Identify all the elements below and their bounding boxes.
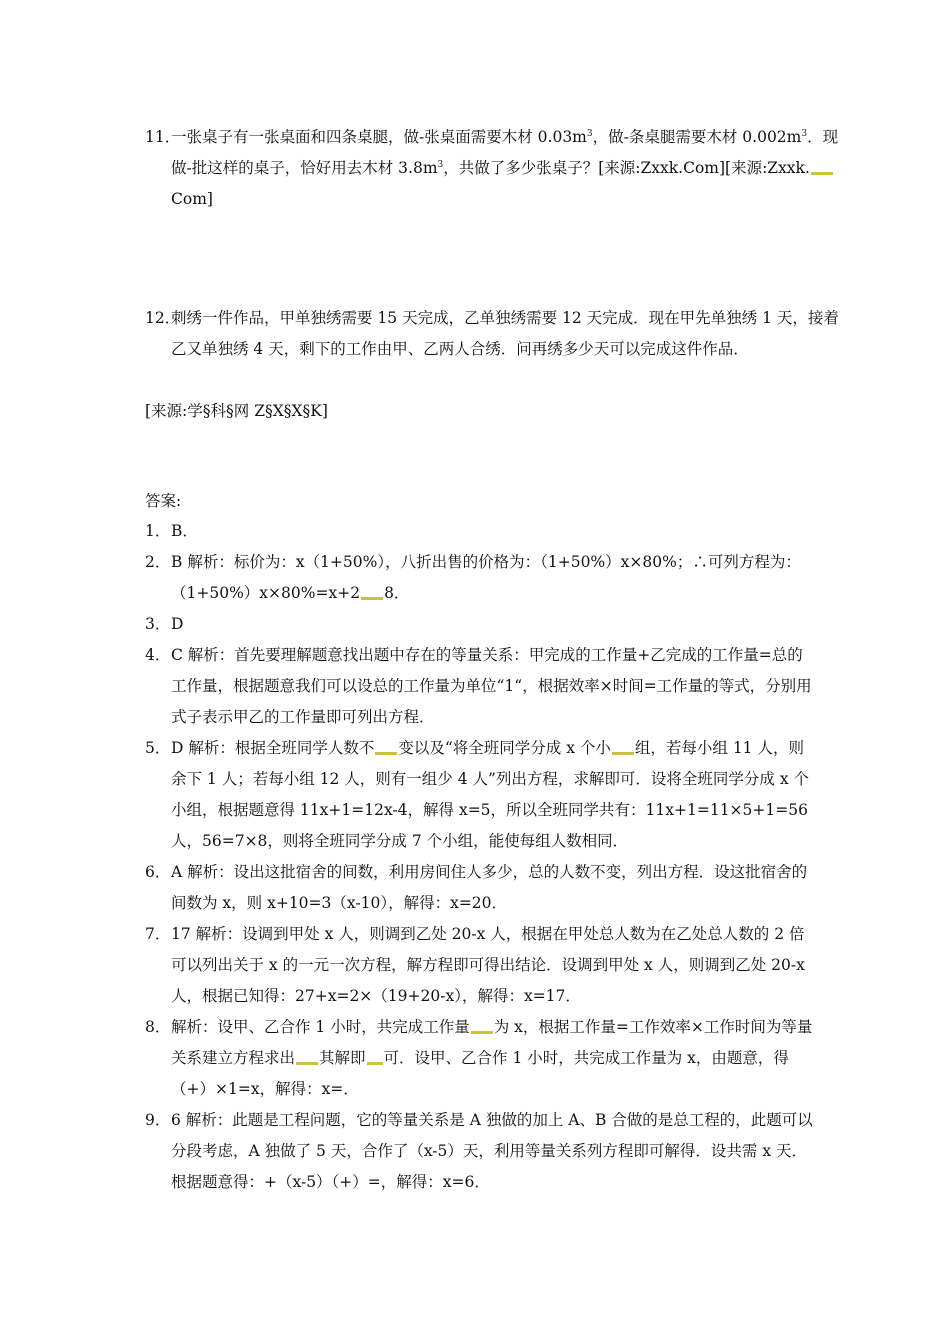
answer-text: B 解析：标价为：x（1+50%），八折出售的价格为：（1+50%）x×80%；∴可列方程为：（1+50%）x×80%=x+2 [171, 553, 801, 602]
answer-text: 17 解析：设调到甲处 x 人，则调到乙处 20-x 人，根据在甲处总人数为在乙处总人数的 2 倍可以列出关于 x 的一元一次方程，解方程即可得出结论．设调到甲处 x 人，则调到乙处 20-x 人，根据已知得：27+x=2×（19+20-x），解得：x=17． [171, 925, 805, 1005]
question-number: 11． [145, 128, 181, 146]
highlight-mark [471, 1031, 493, 1034]
question-text: 一张桌子有一张桌面和四条桌腿，做-张桌面需要木材 0.03m [171, 128, 587, 146]
superscript: 3 [801, 128, 808, 139]
answer-number: 6． [145, 863, 171, 881]
answer-item [145, 733, 815, 857]
answer-number: 3． [145, 615, 171, 633]
answer-item [145, 609, 815, 640]
question-text: ，共做了多少张桌子？[来源:Zxxk.Com][来源:Zxxk. [443, 159, 810, 177]
answer-number: 4． [145, 646, 171, 664]
highlight-mark [361, 597, 383, 600]
answer-text: D [171, 615, 184, 633]
answer-number: 5． [145, 739, 171, 757]
answer-item [145, 1012, 815, 1105]
highlight-mark [811, 172, 833, 175]
answer-text: B． [171, 522, 198, 540]
answer-item [145, 640, 815, 733]
answer-item [145, 1105, 815, 1198]
source-note: [来源:学§科§网 Z§X§X§K] [145, 402, 328, 420]
answer-text: 其解即 [319, 1049, 366, 1067]
question-text: 刺绣一件作品，甲单独绣需要 15 天完成，乙单独绣需要 12 天完成．现在甲先单独绣 1 天，接着乙又单独绣 4 天，剩下的工作由甲、乙两人合绣．问再绣多少天可以完成这件作品． [171, 309, 839, 358]
question-text: ．现做-批这样的桌子，恰好用去木材 3.8m [171, 128, 839, 177]
answer-text: 变以及“将全班同学分成 x 个小 [398, 739, 611, 757]
highlight-mark [375, 752, 397, 755]
highlight-mark [296, 1062, 318, 1065]
question-11 [145, 122, 841, 215]
answer-text: 组，若每小组 11 人，则余下 1 人；若每小组 12 人，则有一组少 4 人”列出方程，求解即可．设将全班同学分成 x 个小组，根据题意得 11x+1=12x-4，解得 x=5，所以全班同学共有：11x+1=11×5+1=56 人，56=7×8，则将全班同学分成 7 个小组，能使每组人数相同． [171, 739, 810, 850]
answer-number: 8． [145, 1018, 171, 1036]
answers-list [145, 516, 815, 1198]
answer-text: 解析：设甲、乙合作 1 小时，共完成工作量 [171, 1018, 470, 1036]
answers-heading: 答案: [145, 492, 182, 510]
superscript: 3 [437, 159, 444, 170]
superscript: 3 [586, 128, 593, 139]
answer-text: 8． [384, 584, 410, 602]
answer-text: 为 x，根据工作量=工作效率×工作时间为等量关系建立方程求出 [171, 1018, 813, 1067]
answer-number: 2． [145, 553, 171, 571]
answer-number: 7． [145, 925, 171, 943]
answer-item [145, 919, 815, 1012]
highlight-mark [367, 1062, 383, 1065]
answer-text: 可．设甲、乙合作 1 小时，共完成工作量为 x，由题意，得（+）×1=x，解得：x=． [171, 1049, 789, 1098]
answer-item [145, 547, 815, 609]
answer-text: 6 解析：此题是工程问题，它的等量关系是 A 独做的加上 A、B 合做的是总工程的，此题可以分段考虑，A 独做了 5 天，合作了（x-5）天，利用等量关系列方程即可解得．设共需 x 天．根据题意得：+（x-5）（+）=，解得：x=6． [171, 1111, 813, 1191]
answer-text: C 解析：首先要理解题意找出题中存在的等量关系：甲完成的工作量+乙完成的工作量=总的工作量，根据题意我们可以设总的工作量为单位“1“，根据效率×时间=工作量的等式，分别用式子表示甲乙的工作量即可列出方程． [171, 646, 812, 726]
question-text: ，做-条桌腿需要木材 0.002m [592, 128, 802, 146]
highlight-mark [612, 752, 634, 755]
question-number: 12． [145, 309, 181, 327]
answer-number: 9． [145, 1111, 171, 1129]
answer-item [145, 516, 815, 547]
answer-text: A 解析：设出这批宿舍的间数，利用房间住人多少，总的人数不变，列出方程．设这批宿舍的间数为 x，则 x+10=3（x-10），解得：x=20． [171, 863, 808, 912]
question-text: Com] [171, 190, 213, 208]
question-12 [145, 303, 841, 365]
answer-item [145, 857, 815, 919]
answer-number: 1． [145, 522, 171, 540]
answer-text: D 解析：根据全班同学人数不 [171, 739, 375, 757]
